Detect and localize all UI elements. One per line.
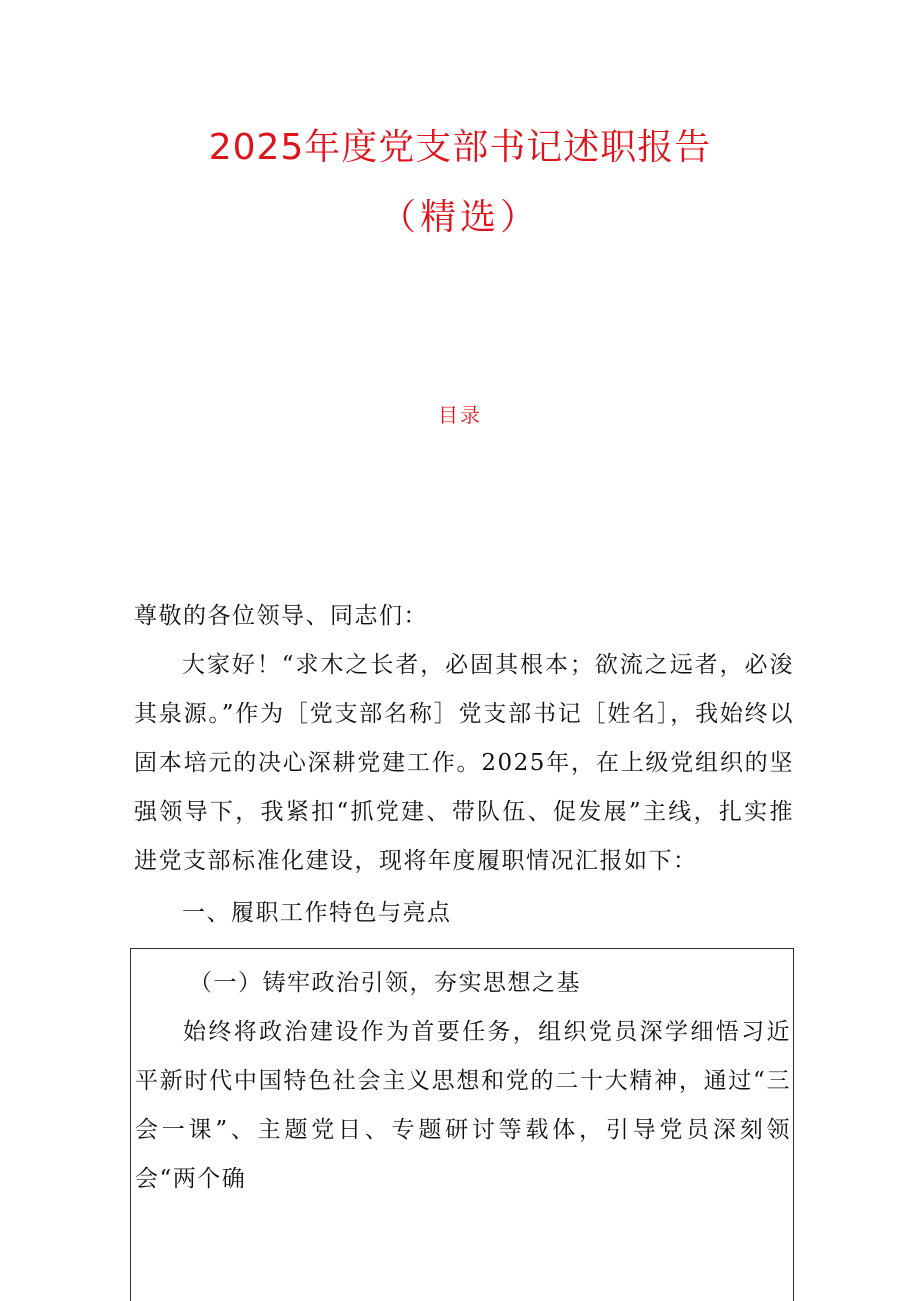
document-subtitle: （精选） <box>379 197 540 238</box>
intro-paragraph: 大家好！“求木之长者，必固其根本；欲流之远者，必浚其泉源。”作为［党支部名称］党支部书记［姓名］，我始终以固本培元的决心深耕党建工作。2025年，在上级党组织的坚强领导下，我紧扣“抓党建、带队伍、促发展”主线，扎实推进党支部标准化建设，现将年度履职情况汇报如下： <box>134 652 794 874</box>
document-title: 2025年度党支部书记述职报告 <box>208 127 712 168</box>
subsection-box <box>130 948 794 1301</box>
subsection-paragraph: 始终将政治建设作为首要任务，组织党员深学细悟习近平新时代中国特色社会主义思想和党的二十大精神，通过“三会一课”、主题党日、专题研讨等载体，引导党员深刻领会“两个确 <box>135 1019 791 1192</box>
subsection-heading: （一）铸牢政治引领，夯实思想之基 <box>189 970 581 996</box>
greeting: 尊敬的各位领导、同志们： <box>134 603 428 629</box>
section-heading: 一、履职工作特色与亮点 <box>182 900 452 926</box>
toc-label: 目录 <box>438 403 482 427</box>
